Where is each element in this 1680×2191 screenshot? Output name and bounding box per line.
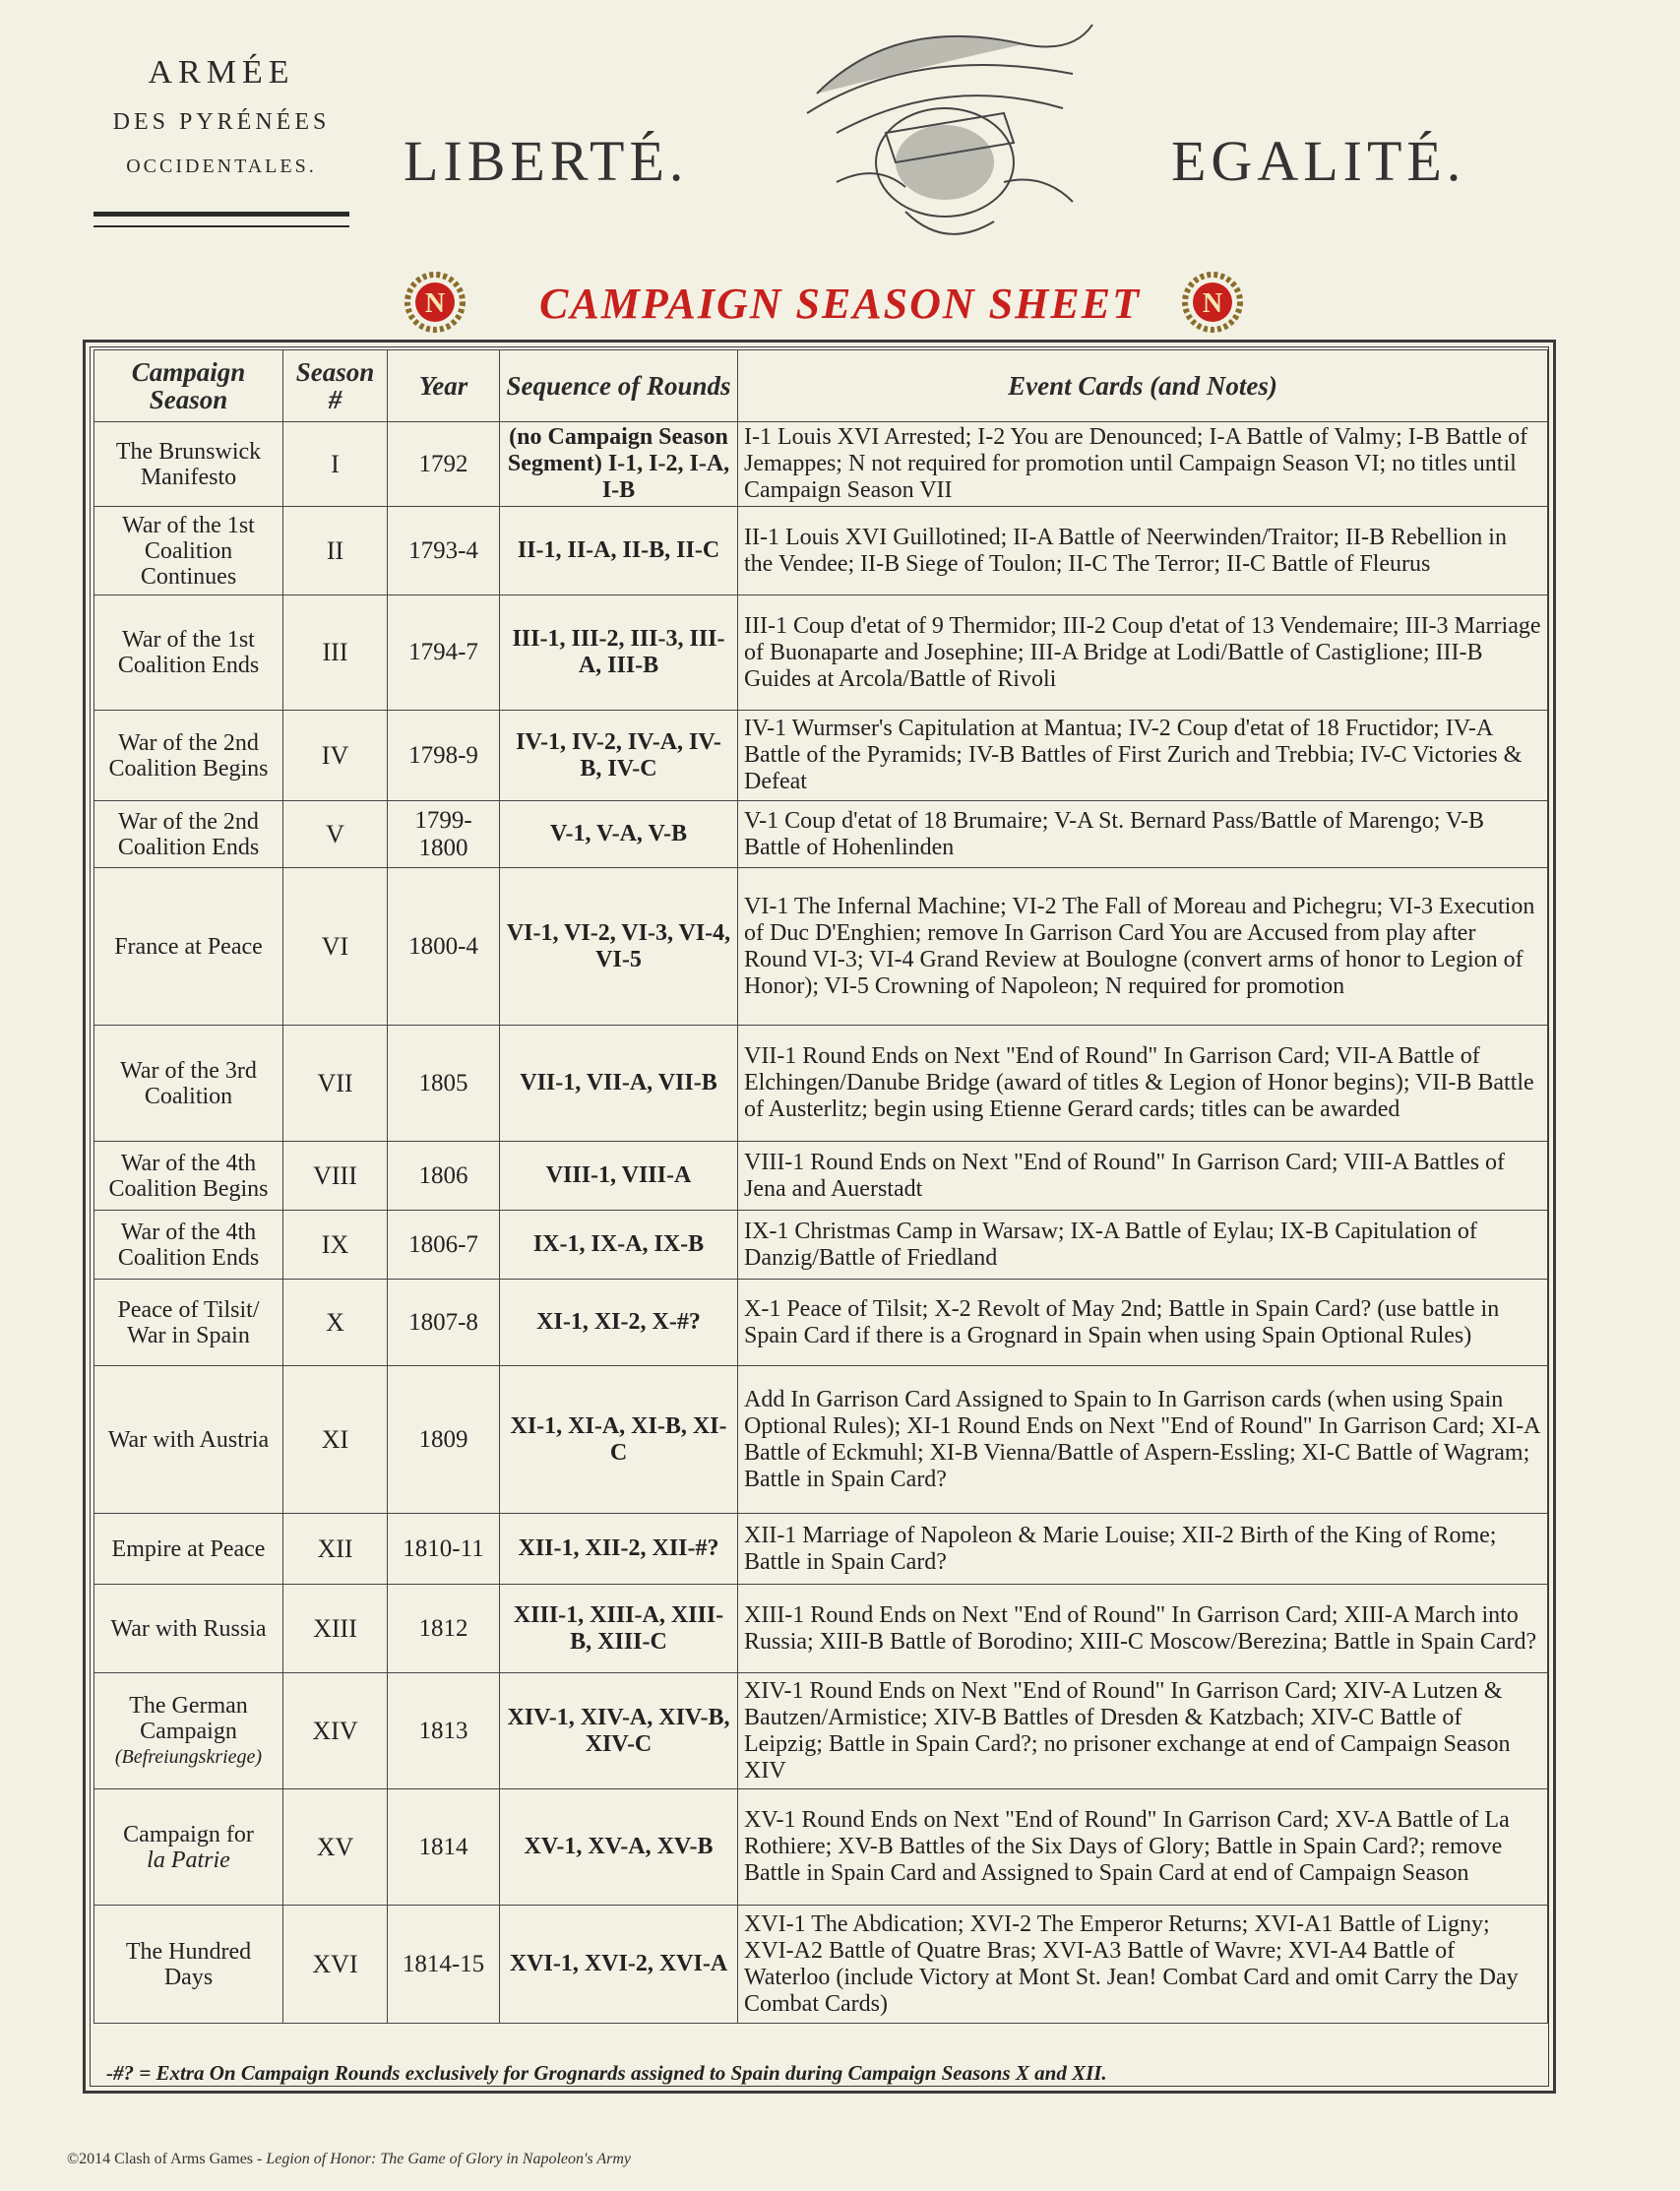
table-row: [94, 711, 1548, 801]
campaign-cell: Empire at Peace: [94, 1514, 283, 1585]
year-cell: 1813: [388, 1673, 500, 1789]
sequence-cell: XI-1, XI-2, X-#?: [500, 1280, 738, 1366]
season-cell: VI: [283, 868, 388, 1026]
armee-heading: [93, 54, 349, 178]
armee-line-1: ARMÉE: [148, 54, 295, 91]
season-cell: XIV: [283, 1673, 388, 1789]
sequence-cell: XII-1, XII-2, XII-#?: [500, 1514, 738, 1585]
season-cell: VII: [283, 1026, 388, 1142]
events-cell: I-1 Louis XVI Arrested; I-2 You are Denounced; I-A Battle of Valmy; I-B Battle of Jemappes; N not required for promotion until Campaign Season VI; no titles until Campaign Season VII: [738, 422, 1548, 507]
year-cell: 1794-7: [388, 595, 500, 711]
sequence-cell: VIII-1, VIII-A: [500, 1142, 738, 1211]
events-cell: Add In Garrison Card Assigned to Spain to In Garrison cards (when using Spain Optional Rules); XI-1 Round Ends on Next "End of Round" In Garrison Card; XI-A Battle of Eckmuhl; XI-B Vienna/Battle of Aspern-Essling; XI-C Battle of Wagram; Battle in Spain Card?: [738, 1366, 1548, 1514]
campaign-cell: The Brunswick Manifesto: [94, 422, 283, 507]
year-cell: 1800-4: [388, 868, 500, 1026]
season-cell: XI: [283, 1366, 388, 1514]
sequence-cell: XIV-1, XIV-A, XIV-B, XIV-C: [500, 1673, 738, 1789]
campaign-cell-note: (Befreiungskriege): [114, 1745, 263, 1768]
column-header-year: Year: [388, 350, 500, 422]
armee-divider: [93, 212, 349, 227]
campaign-cell-title: Campaign for: [123, 1821, 254, 1847]
campaign-cell: War of the 2nd Coalition Ends: [94, 801, 283, 868]
game-title: Legion of Honor: The Game of Glory in Napoleon's Army: [266, 2151, 632, 2167]
table-row: [94, 1585, 1548, 1673]
armee-line-3: OCCIDENTALES.: [126, 156, 317, 177]
column-header-season-number: Season #: [283, 350, 388, 422]
year-cell: 1792: [388, 422, 500, 507]
events-cell: IX-1 Christmas Camp in Warsaw; IX-A Battle of Eylau; IX-B Capitulation of Danzig/Battle of Friedland: [738, 1211, 1548, 1280]
campaign-cell: War of the 4th Coalition Begins: [94, 1142, 283, 1211]
campaign-cell: Peace of Tilsit/ War in Spain: [94, 1280, 283, 1366]
sequence-cell: XIII-1, XIII-A, XIII-B, XIII-C: [500, 1585, 738, 1673]
winged-figure-emblem-icon: [778, 15, 1112, 261]
campaign-cell: War of the 4th Coalition Ends: [94, 1211, 283, 1280]
table-row: [94, 1366, 1548, 1514]
table-row: [94, 801, 1548, 868]
season-cell: III: [283, 595, 388, 711]
sequence-cell: VII-1, VII-A, VII-B: [500, 1026, 738, 1142]
events-cell: VII-1 Round Ends on Next "End of Round" In Garrison Card; VII-A Battle of Elchingen/Danube Bridge (award of titles & Legion of Honor begins); VII-B Battle of Austerlitz; begin using Etienne Gerard cards; titles can be awarded: [738, 1026, 1548, 1142]
events-cell: XIV-1 Round Ends on Next "End of Round" In Garrison Card; XIV-A Lutzen & Bautzen/Armistice; XIV-B Battles of Dresden & Katzbach; XIV-C Battle of Leipzig; Battle in Spain Card?; no prisoner exchange at end of Campaign Season XIV: [738, 1673, 1548, 1789]
table-row: [94, 1514, 1548, 1585]
sequence-cell: IX-1, IX-A, IX-B: [500, 1211, 738, 1280]
year-cell: 1793-4: [388, 507, 500, 595]
table-row: [94, 868, 1548, 1026]
campaign-cell: The Hundred Days: [94, 1906, 283, 2024]
campaign-cell-title: The German Campaign: [129, 1692, 248, 1744]
egalite-heading: EGALITÉ.: [1171, 129, 1466, 193]
year-cell: 1810-11: [388, 1514, 500, 1585]
svg-text:N: N: [1202, 288, 1223, 319]
year-cell: 1806: [388, 1142, 500, 1211]
table-row: [94, 1280, 1548, 1366]
table-row: [94, 1142, 1548, 1211]
liberte-heading: LIBERTÉ.: [404, 129, 689, 193]
sequence-cell: II-1, II-A, II-B, II-C: [500, 507, 738, 595]
season-cell: X: [283, 1280, 388, 1366]
events-cell: III-1 Coup d'etat of 9 Thermidor; III-2 Coup d'etat of 13 Vendemaire; III-3 Marriage of Buonaparte and Josephine; III-A Bridge at Lodi/Battle of Castiglione; III-B Guides at Arcola/Battle of Rivoli: [738, 595, 1548, 711]
year-cell: 1799-1800: [388, 801, 500, 868]
campaign-cell: War with Austria: [94, 1366, 283, 1514]
events-cell: XVI-1 The Abdication; XVI-2 The Emperor Returns; XVI-A1 Battle of Ligny; XVI-A2 Battle of Quatre Bras; XVI-A3 Battle of Wavre; XVI-A4 Battle of Waterloo (include Victory at Mont St. Jean! Combat Card and omit Carry the Day Combat Cards): [738, 1906, 1548, 2024]
year-cell: 1812: [388, 1585, 500, 1673]
page-title: CAMPAIGN SEASON SHEET: [539, 280, 1141, 328]
year-cell: 1809: [388, 1366, 500, 1514]
season-cell: XV: [283, 1789, 388, 1906]
table-row: [94, 1026, 1548, 1142]
year-cell: 1806-7: [388, 1211, 500, 1280]
title-bar: [0, 271, 1680, 340]
events-cell: V-1 Coup d'etat of 18 Brumaire; V-A St. Bernard Pass/Battle of Marengo; V-B Battle of Hohenlinden: [738, 801, 1548, 868]
events-cell: X-1 Peace of Tilsit; X-2 Revolt of May 2nd; Battle in Spain Card? (use battle in Spain Card if there is a Grognard in Spain when using Spain Optional Rules): [738, 1280, 1548, 1366]
table-row: [94, 1789, 1548, 1906]
campaign-cell: War of the 2nd Coalition Begins: [94, 711, 283, 801]
napoleon-n-wreath-icon: [1181, 271, 1244, 334]
sequence-cell: V-1, V-A, V-B: [500, 801, 738, 868]
sequence-cell: III-1, III-2, III-3, III-A, III-B: [500, 595, 738, 711]
table-row: [94, 507, 1548, 595]
season-cell: VIII: [283, 1142, 388, 1211]
events-cell: VIII-1 Round Ends on Next "End of Round" In Garrison Card; VIII-A Battles of Jena and Auerstadt: [738, 1142, 1548, 1211]
campaign-season-table: [93, 349, 1548, 2024]
season-cell: IV: [283, 711, 388, 801]
table-row: [94, 1211, 1548, 1280]
table-header-row: [94, 350, 1548, 422]
campaign-cell: War with Russia: [94, 1585, 283, 1673]
season-cell: IX: [283, 1211, 388, 1280]
table-row: [94, 1906, 1548, 2024]
events-cell: XV-1 Round Ends on Next "End of Round" In Garrison Card; XV-A Battle of La Rothiere; XV-B Battles of the Six Days of Glory; Battle in Spain Card?; remove Battle in Spain Card and Assigned to Spain Card at end of Campaign Season: [738, 1789, 1548, 1906]
campaign-cell: War of the 3rd Coalition: [94, 1026, 283, 1142]
year-cell: 1807-8: [388, 1280, 500, 1366]
copyright-line: [67, 2151, 631, 2168]
copyright-prefix: ©2014 Clash of Arms Games -: [67, 2151, 267, 2167]
season-cell: I: [283, 422, 388, 507]
sequence-cell: IV-1, IV-2, IV-A, IV-B, IV-C: [500, 711, 738, 801]
campaign-cell-note: la Patrie: [147, 1847, 230, 1873]
season-cell: XII: [283, 1514, 388, 1585]
campaign-cell: [94, 1789, 283, 1906]
year-cell: 1814: [388, 1789, 500, 1906]
year-cell: 1814-15: [388, 1906, 500, 2024]
sequence-cell: XI-1, XI-A, XI-B, XI-C: [500, 1366, 738, 1514]
campaign-cell: War of the 1st Coalition Ends: [94, 595, 283, 711]
season-cell: XIII: [283, 1585, 388, 1673]
table-row: [94, 595, 1548, 711]
events-cell: II-1 Louis XVI Guillotined; II-A Battle of Neerwinden/Traitor; II-B Rebellion in the Vendee; II-B Siege of Toulon; II-C The Terror; II-C Battle of Fleurus: [738, 507, 1548, 595]
column-header-sequence: Sequence of Rounds: [500, 350, 738, 422]
svg-text:N: N: [424, 288, 446, 319]
year-cell: 1805: [388, 1026, 500, 1142]
sequence-cell: XV-1, XV-A, XV-B: [500, 1789, 738, 1906]
campaign-cell: [94, 1673, 283, 1789]
sequence-cell: (no Campaign Season Segment) I-1, I-2, I-A, I-B: [500, 422, 738, 507]
season-cell: XVI: [283, 1906, 388, 2024]
events-cell: VI-1 The Infernal Machine; VI-2 The Fall of Moreau and Pichegru; VI-3 Execution of Duc D'Enghien; remove In Garrison Card You are Accused from play after Round VI-3; VI-4 Grand Review at Boulogne (convert arms of honor to Legion of Honor); VI-5 Crowning of Napoleon; N required for promotion: [738, 868, 1548, 1026]
table-row: [94, 1673, 1548, 1789]
table-footnote: -#? = Extra On Campaign Rounds exclusively for Grognards assigned to Spain during Campaign Seasons X and XII.: [106, 2061, 1107, 2085]
sequence-cell: XVI-1, XVI-2, XVI-A: [500, 1906, 738, 2024]
table-row: [94, 422, 1548, 507]
events-cell: XIII-1 Round Ends on Next "End of Round" In Garrison Card; XIII-A March into Russia; XIII-B Battle of Borodino; XIII-C Moscow/Berezina; Battle in Spain Card?: [738, 1585, 1548, 1673]
campaign-cell: War of the 1st Coalition Continues: [94, 507, 283, 595]
column-header-event-cards: Event Cards (and Notes): [738, 350, 1548, 422]
year-cell: 1798-9: [388, 711, 500, 801]
armee-line-2: DES PYRÉNÉES: [112, 109, 331, 135]
events-cell: XII-1 Marriage of Napoleon & Marie Louise; XII-2 Birth of the King of Rome; Battle in Spain Card?: [738, 1514, 1548, 1585]
column-header-campaign-season: Campaign Season: [94, 350, 283, 422]
events-cell: IV-1 Wurmser's Capitulation at Mantua; IV-2 Coup d'etat of 18 Fructidor; IV-A Battle of the Pyramids; IV-B Battles of First Zurich and Trebbia; IV-C Victories & Defeat: [738, 711, 1548, 801]
sequence-cell: VI-1, VI-2, VI-3, VI-4, VI-5: [500, 868, 738, 1026]
campaign-cell: France at Peace: [94, 868, 283, 1026]
season-cell: II: [283, 507, 388, 595]
season-cell: V: [283, 801, 388, 868]
